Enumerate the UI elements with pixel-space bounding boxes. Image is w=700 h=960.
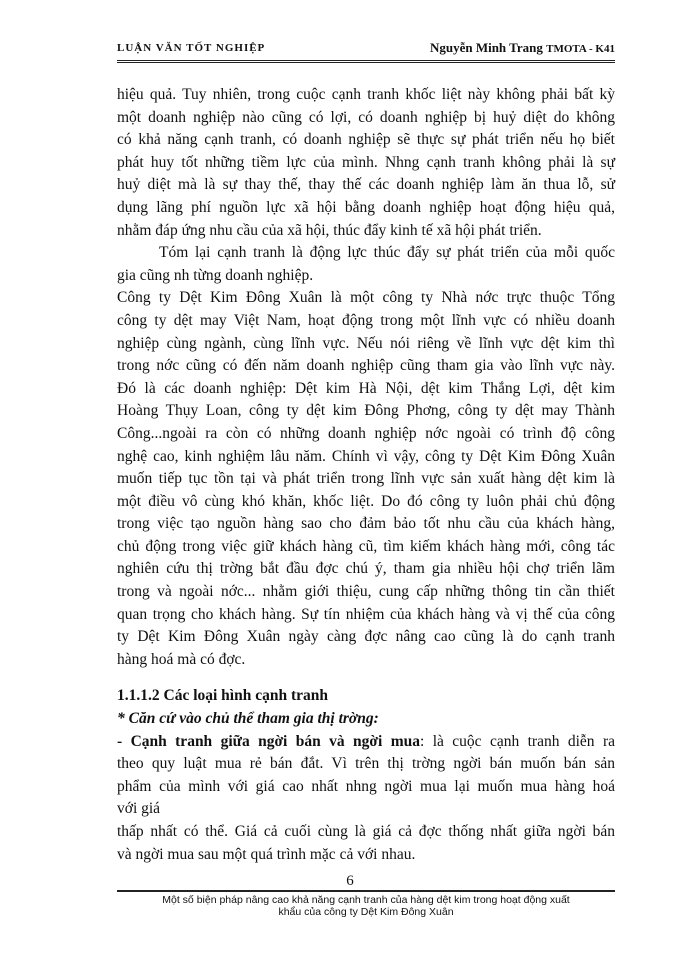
lead-rest: : là cuộc cạnh tranh diễn ra [420, 732, 615, 750]
bold-lead: - Cạnh tranh giữa ngời bán và ngời mua [117, 732, 420, 750]
text-line: Tóm lại cạnh tranh là động lực thúc đẩy sự phát triển của mỗi quốc [159, 244, 615, 262]
footer-line-2: khẩu của công ty Dệt Kim Đông Xuân [278, 906, 454, 918]
text-line: với giá [117, 800, 161, 818]
text-line: gia cũng nh từng doanh nghiệp. [117, 266, 314, 284]
text-line: trong và ngoài nớc... nhằm giới thiệu, cung cấp những thông tin cần thiết [117, 583, 615, 601]
text-line: một doanh nghiệp nào cũng có lợi, có doanh nghiệp bị huỷ diệt do không [117, 108, 615, 126]
page-header [117, 40, 615, 63]
text-line: huỷ diệt mà là sự thay thế, thay thế các doanh nghiệp làm ăn thua lỗ, sử [117, 176, 615, 194]
thesis-label: LUẬN VĂN TỐT NGHIỆP [117, 42, 266, 54]
text-line: Hoàng Thụy Loan, công ty dệt kim Đông Phơng, công ty dệt may Thành [117, 402, 615, 420]
page-footer [117, 890, 615, 918]
author-name: Nguyễn Minh Trang [429, 40, 543, 55]
text-line: Công ty Dệt Kim Đông Xuân là một công ty Nhà nớc trực thuộc Tổng [117, 289, 615, 307]
page-number: 6 [346, 873, 354, 889]
spacer [117, 671, 615, 685]
text-line: một điều vô cùng khó khăn, khốc liệt. Do đó công ty luôn phải chủ động [117, 492, 615, 510]
text-line: Đó là các doanh nghiệp: Dệt kim Hà Nội, dệt kim Thắng Lợi, dệt kim [117, 379, 615, 397]
author-info [430, 40, 615, 56]
text-line: theo quy luật mua rẻ bán đắt. Vì trên thị trờng ngời bán muốn bán sản [117, 755, 615, 773]
text-line: phát huy tốt những tiềm lực của mình. Nhng cạnh tranh không phải là sự [117, 153, 615, 171]
text-line: nghiệp cùng ngành, cùng lĩnh vực. Nếu nói riêng về lĩnh vực dệt kim thì [117, 334, 615, 352]
text-line: dụng lãng phí nguồn lực xã hội bằng doanh nghiệp hoạt động hiệu quả, [117, 198, 615, 216]
text-line: chủ động trong việc giữ khách hàng cũ, tìm kiếm khách hàng mới, công tác [117, 537, 615, 555]
text-line: có khả năng cạnh tranh, có doanh nghiệp sẽ thực sự phát triển nếu họ biết [117, 131, 615, 149]
section-subheading: * Căn cứ vào chủ thể tham gia thị trờng: [117, 710, 379, 728]
text-line [117, 731, 615, 754]
footer-line-1: Một số biện pháp nâng cao khả năng cạnh tranh của hàng dệt kim trong hoạt động xuất [162, 894, 570, 906]
text-line: muốn tiếp tục tồn tại và phát triển trong lĩnh vực sản xuất hàng dệt kim là [117, 470, 615, 488]
document-body [117, 84, 615, 866]
text-line: Công...ngoài ra còn có những doanh nghiệp nớc ngoài có trình độ công [117, 424, 615, 442]
paragraph-3 [117, 287, 615, 671]
text-line: trong việc tạo nguồn hàng sao cho đảm bảo tốt nhu cầu của khách hàng, [117, 515, 615, 533]
text-line: phẩm của mình với giá cao nhất nhng ngời mua lại muốn mua hàng hoá [117, 777, 615, 795]
text-line: hàng hoá mà có đợc. [117, 650, 246, 668]
section-heading: 1.1.1.2 Các loại hình cạnh tranh [117, 687, 329, 705]
author-class: TMOTA - K41 [546, 43, 615, 55]
text-line: công ty dệt may Việt Nam, hoạt động trong một lĩnh vực có nhiều doanh [117, 311, 615, 329]
text-line: hiệu quả. Tuy nhiên, trong cuộc cạnh tranh khốc liệt này không phải bất kỳ [117, 86, 615, 103]
text-line: ty Dệt Kim Đông Xuân ngày càng đợc nâng cao cũng là do cạnh tranh [117, 628, 615, 646]
text-line: nghệ cao, kinh nghiệm lâu năm. Chính vì vậy, công ty Dệt Kim Đông Xuân [117, 447, 615, 465]
text-line: và ngời mua sau một quá trình mặc cả với nhau. [117, 845, 416, 863]
text-line: trong nớc cũng có đến năm doanh nghiệp cũng tham gia vào lĩnh vực này. [117, 357, 615, 375]
paragraph-1 [117, 84, 615, 242]
text-line: thấp nhất có thể. Giá cả cuối cùng là giá cả đợc thống nhất giữa ngời bán [117, 823, 615, 840]
paragraph-2 [117, 242, 615, 287]
text-line: nhằm đáp ứng nhu cầu của xã hội, thúc đẩy kinh tế xã hội phát triển. [117, 221, 542, 239]
text-line: nghiên cứu thị trờng bắt đầu đợc chú ý, tham gia nhiều hội chợ triển lãm [117, 560, 615, 578]
text-line: quan trọng cho khách hàng. Sự tín nhiệm của khách hàng và vị thế của công [117, 605, 615, 623]
